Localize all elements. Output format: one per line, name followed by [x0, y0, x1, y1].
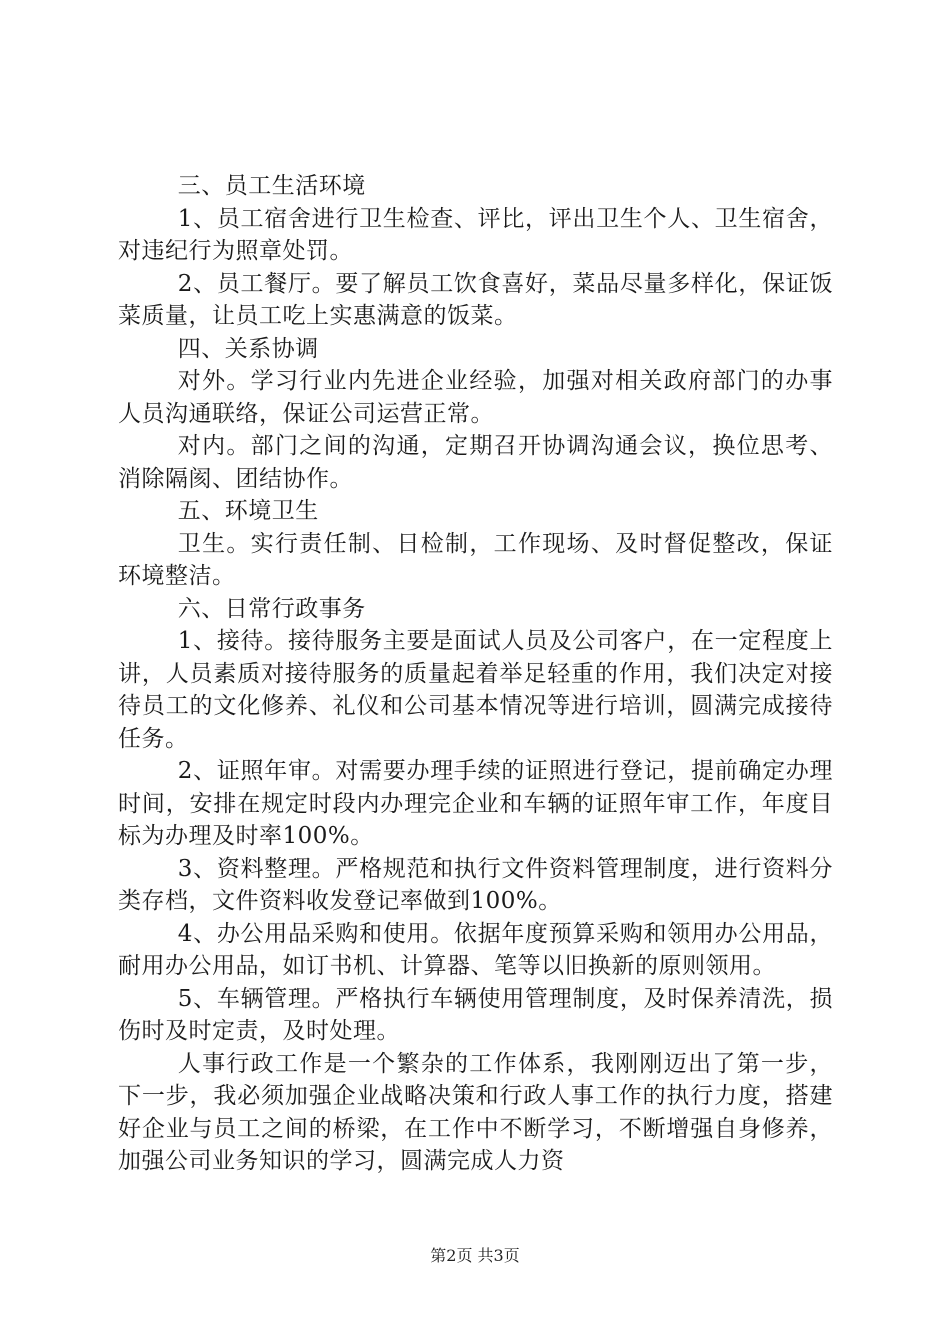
paragraph: 5、车辆管理。严格执行车辆使用管理制度，及时保养清洗，损伤时及时定责，及时处理。 [118, 985, 833, 1044]
paragraph: 3、资料整理。严格规范和执行文件资料管理制度，进行资料分类存档，文件资料收发登记率做到100%。 [118, 855, 833, 914]
section-heading-3: 三、员工生活环境 [177, 173, 366, 199]
paragraph: 卫生。实行责任制、日检制，工作现场、及时督促整改，保证环境整洁。 [118, 530, 833, 589]
paragraph: 对外。学习行业内先进企业经验，加强对相关政府部门的办事人员沟通联络，保证公司运营正常。 [118, 368, 833, 427]
paragraph: 1、接待。接待服务主要是面试人员及公司客户，在一定程度上讲，人员素质对接待服务的质量起着举足轻重的作用，我们决定对接待员工的文化修养、礼仪和公司基本情况等进行培训，圆满完成接待任务。 [118, 628, 833, 752]
section-heading-6: 六、日常行政事务 [177, 595, 366, 622]
paragraph: 2、证照年审。对需要办理手续的证照进行登记，提前确定办理时间，安排在规定时段内办理完企业和车辆的证照年审工作，年度目标为办理及时率100%。 [118, 758, 833, 849]
paragraph: 对内。部门之间的沟通，定期召开协调沟通会议，换位思考、消除隔阂、团结协作。 [118, 433, 833, 492]
paragraph: 4、办公用品采购和使用。依据年度预算采购和领用办公用品，耐用办公用品，如订书机、计算器、笔等以旧换新的原则领用。 [118, 920, 833, 979]
paragraph: 2、员工餐厅。要了解员工饮食喜好，菜品尽量多样化，保证饭菜质量，让员工吃上实惠满意的饭菜。 [118, 270, 833, 329]
section-heading-5: 五、环境卫生 [177, 498, 319, 524]
paragraph: 1、员工宿舍进行卫生检查、评比，评出卫生个人、卫生宿舍，对违纪行为照章处罚。 [118, 205, 833, 264]
paragraph: 人事行政工作是一个繁杂的工作体系，我刚刚迈出了第一步，下一步，我必须加强企业战略决策和行政人事工作的执行力度，搭建好企业与员工之间的桥梁，在工作中不断学习，不断增强自身修养，加强公司业务知识的学习，圆满完成人力资 [118, 1050, 833, 1174]
page-number-footer: 第2页 共3页 [430, 1246, 520, 1265]
document-body [118, 170, 833, 1178]
section-heading-4: 四、关系协调 [177, 335, 319, 362]
